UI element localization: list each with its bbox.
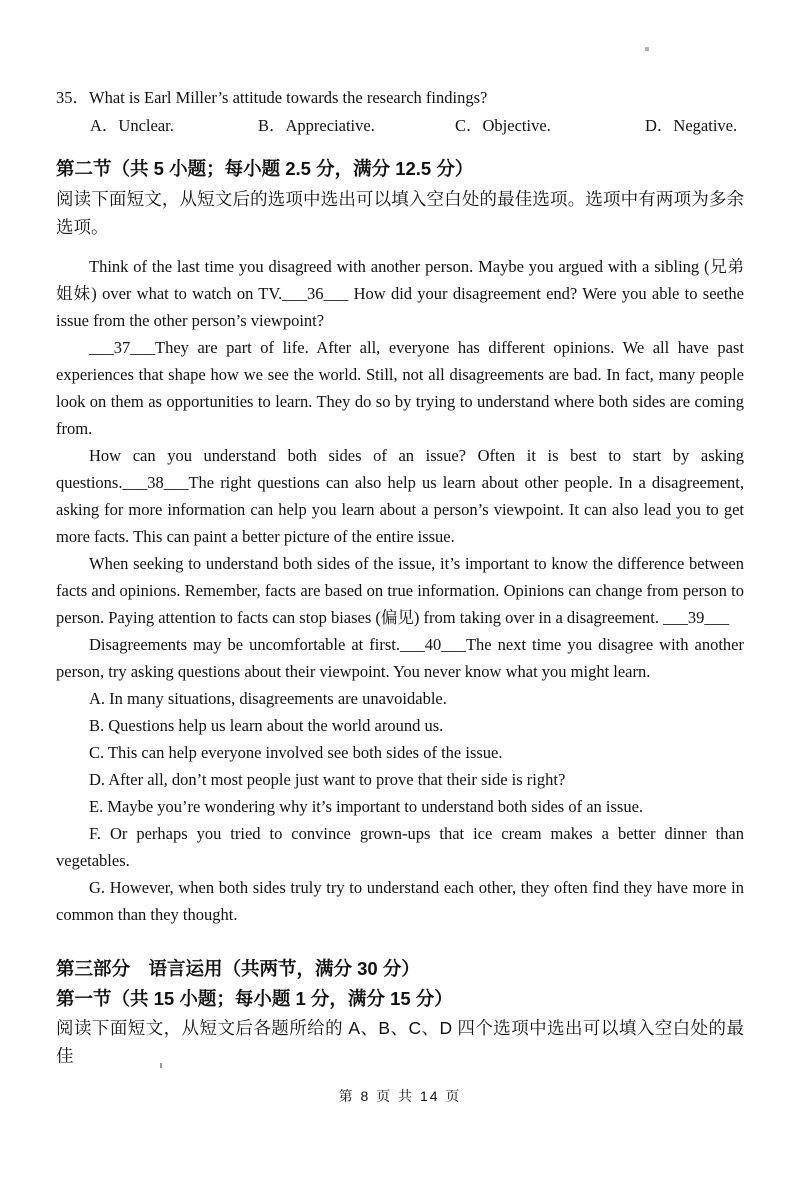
option-c: C．Objective. [455,116,551,135]
choice-item-g: G. However, when both sides truly try to understand each other, they often find they have more in common than they thought. [56,878,744,924]
question-35-number: 35． [56,88,89,107]
part-3-instructions: 阅读下面短文，从短文后各题所给的 A、B、C、D 四个选项中选出可以填入空白处的最佳 [56,1018,744,1066]
question-35-options [56,112,744,139]
part-3 [56,954,744,1070]
cloze-passage [56,253,744,685]
passage-paragraph: How can you understand both sides of an issue? Often it is best to start by asking questions.___38___The right questions can also help us learn about other people. In a disagreement, asking for more information can help you learn about a person’s viewpoint. It can also lead you to get more facts. This can paint a better picture of the entire issue. [56,446,744,546]
part-3-header: 第三部分 语言运用（共两节，满分 30 分） [56,958,420,979]
page-content [56,84,744,1070]
passage-paragraph: Think of the last time you disagreed with another person. Maybe you argued with a sibling (兄弟姐妹) over what to watch on TV.___36___ How did your disagreement end? Were you able to seethe issue from the other person’s viewpoint? [56,257,744,330]
page-number: 第 8 页 共 14 页 [338,1088,462,1104]
option-b: B．Appreciative. [258,116,375,135]
passage-paragraph: Disagreements may be uncomfortable at first.___40___The next time you disagree with another person, try asking questions about their viewpoint. You never know what you might learn. [56,635,744,681]
question-35-text [56,84,744,111]
choice-item-b: B. Questions help us learn about the world around us. [89,716,444,735]
option-d: D．Negative. [645,116,738,135]
option-a: A．Unclear. [90,116,174,135]
passage-paragraph: ___37___They are part of life. After all, everyone has different opinions. We all have past experiences that shape how we see the world. Still, not all disagreements are bad. In fact, many people look on them as opportunities to learn. They do so by trying to understand where both sides are coming from. [56,338,744,438]
choice-item-e: E. Maybe you’re wondering why it’s important to understand both sides of an issue. [89,797,644,816]
choice-item-c: C. This can help everyone involved see both sides of the issue. [89,743,503,762]
choice-item-d: D. After all, don’t most people just want to prove that their side is right? [89,770,566,789]
question-35 [56,84,744,139]
passage-paragraph: When seeking to understand both sides of the issue, it’s important to know the difference between facts and opinions. Remember, facts are based on true information. Opinions can change from person to person. Paying attention to facts can stop biases (偏见) from taking over in a disagreement. ___39___ [56,554,744,627]
part-3-section-1-header: 第一节（共 15 小题；每小题 1 分，满分 15 分） [56,988,453,1009]
question-35-stem: What is Earl Miller’s attitude towards the research findings? [89,88,488,107]
section-2-header: 第二节（共 5 小题；每小题 2.5 分，满分 12.5 分） [56,158,474,179]
section-2-instructions: 阅读下面短文，从短文后的选项中选出可以填入空白处的最佳选项。选项中有两项为多余选项。 [56,189,744,237]
choice-list [56,685,744,928]
choice-item-a: A. In many situations, disagreements are unavoidable. [89,689,447,708]
scan-artifact-dot [645,47,649,51]
choice-item-f: F. Or perhaps you tried to convince grown-ups that ice cream makes a better dinner than vegetables. [56,824,744,870]
section-2 [56,154,744,928]
